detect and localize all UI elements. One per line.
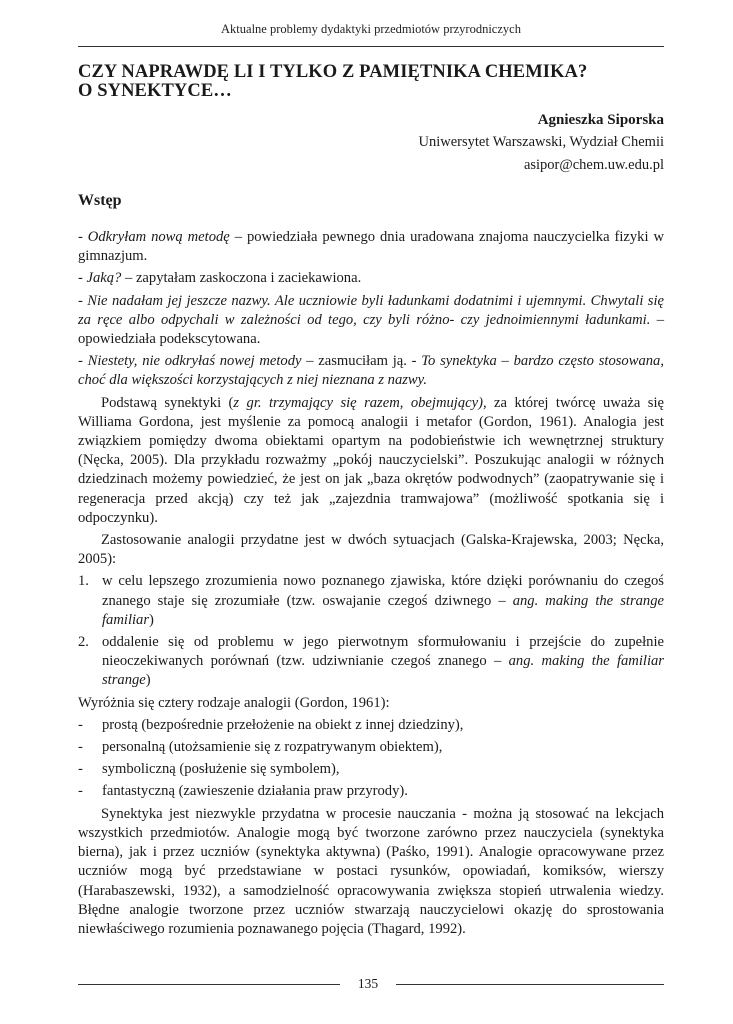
list-item-text: w celu lepszego zrozumienia nowo poznanego zjawiska, które dzięki porównaniu do czegoś znanego staje się zrozumiałe (tzw. oswajanie czegoś dziwnego – — [102, 573, 664, 609]
author-affiliation: Uniwersytet Warszawski, Wydział Chemii — [418, 134, 664, 150]
paragraph-1-b: z gr. trzymający się razem, obejmujący), — [233, 394, 487, 411]
list-item — [78, 572, 664, 630]
section-heading: Wstęp — [78, 192, 122, 209]
list-item — [78, 633, 664, 691]
list-item-end: ) — [145, 672, 151, 689]
dialogue-2-text: – zapytałam zaskoczona i zaciekawiona. — [121, 270, 362, 287]
list-item-text: oddalenie się od problemu w jego pierwotnym sformułowaniu i przejście do zupełnie nieoczekiwanych porównań (tzw. udziwnianie czegoś znanego – — [102, 634, 664, 670]
dialogue-line-1 — [78, 228, 664, 266]
list-item-italic: ang. making the familiar strange — [102, 653, 664, 689]
footer-divider-left — [78, 984, 340, 985]
dialogue-1-text: – powiedziała pewnego dnia uradowana znajoma nauczycielka fizyki w gimnazjum. — [78, 229, 664, 265]
dialogue-4-italic-2: To synektyka – bardzo często stosowana, choć dla większości korzystających z niej nieznana z nazwy. — [78, 353, 665, 389]
paragraph-1-a: Podstawą synektyki ( — [101, 394, 234, 411]
list-item — [78, 716, 664, 735]
article-body — [78, 228, 664, 942]
list-item-end: ) — [149, 611, 154, 628]
paragraph-3: Wyróżnia się cztery rodzaje analogii (Gordon, 1961): — [78, 694, 390, 711]
list-marker: - — [78, 783, 83, 800]
analogy-types-list — [78, 716, 664, 802]
page-number: 135 — [357, 976, 379, 991]
author-name: Agnieszka Siporska — [537, 112, 664, 128]
dialogue-4-text: – zasmuciłam ją. - — [301, 353, 422, 370]
dialogue-3-italic: - Nie nadałam jej jeszcze nazwy. Ale uczniowie byli ładunkami dodatnimi i ujemnymi. Chwytali się za ręce albo odpychali w zależności od tego, czy byli różno- czy jednoimiennymi ładunkami. — [78, 292, 664, 328]
dialogue-4-italic: - Niestety, nie odkryłaś nowej metody — [78, 353, 302, 370]
author-email: asipor@chem.uw.edu.pl — [523, 157, 664, 173]
numbered-list — [78, 572, 664, 690]
paragraph-4: Synektyka jest niezwykle przydatna w procesie nauczania - można ją stosować na lekcjach wszystkich przedmiotów. Analogie mogą być tworzone zarówno przez nauczyciela (synektyka bierna), jak i przez uczniów (synektyka aktywna) (Paśko, 1991). Analogie opracowywane przez uczniów mogą być przedstawiane w postaci rysunków, opowiadań, komiksów, wierszy (Harabaszewski, 1932), a samodzielność opracowywania zwiększa stopień utrwalenia wiedzy. Błędne analogie tworzone przez uczniów stwarzają nauczycielowi okazję do sprostowania niewłaściwego rozumienia poznawanego pojęcia (Thagard, 1992). — [78, 805, 664, 937]
paragraph-1 — [78, 394, 664, 528]
dialogue-line-3 — [78, 292, 664, 350]
list-item — [78, 738, 664, 757]
article-title — [78, 63, 664, 101]
list-marker: - — [78, 761, 83, 778]
dialogue-line-4 — [78, 352, 664, 390]
title-line-1: CZY NAPRAWDĘ LI I TYLKO Z PAMIĘTNIKA CHEMIKA? — [78, 62, 588, 82]
list-item-text: fantastyczną (zawieszenie działania praw przyrody). — [102, 783, 408, 800]
list-item — [78, 760, 664, 779]
paragraph-2: Zastosowanie analogii przydatne jest w dwóch sytuacjach (Galska-Krajewska, 2003; Nęcka, 2005): — [78, 532, 664, 568]
list-item-text: personalną (utożsamienie się z rozpatrywanym obiektem), — [102, 739, 443, 756]
list-marker: 1. — [78, 573, 89, 590]
footer-divider-right — [396, 984, 664, 985]
dialogue-2-italic: - Jaką? — [78, 270, 122, 287]
header-divider — [78, 46, 664, 47]
page — [78, 0, 664, 1024]
dialogue-3-text: – opowiedziała podekscytowana. — [78, 311, 664, 348]
list-item-italic: ang. making the strange familiar — [102, 592, 664, 628]
title-line-2: O SYNEKTYCE… — [78, 81, 232, 101]
dialogue-line-2 — [78, 269, 664, 288]
list-item-text: prostą (bezpośrednie przełożenie na obiekt z innej dziedziny), — [102, 716, 464, 733]
dialogue-1-italic: - Odkryłam nową metodę — [78, 229, 230, 245]
list-marker: 2. — [78, 634, 89, 651]
list-item — [78, 782, 664, 801]
paragraph-1-c: za której twórcę uważa się Williama Gordona, jest myślenie za pomocą analogii i metafor (Gordon, 1961). Analogia jest związkiem pomiędzy dwoma obiektami opartym na podobieństwie ich wewnętrznej struktury (Nęcka, 2005). Dla przykładu rozważmy „pokój nauczycielski”. Poszukując analogii w różnych dziedzinach możemy powiedzieć, że jest on jak „baza okrętów podwodnych” (zaopatrywanie się i regeneracja przed akcją) czy też jak „zajezdnia tramwajowa” (możliwość spotkania się i odpoczynku). — [78, 394, 664, 526]
list-marker: - — [78, 739, 83, 756]
list-item-text: symboliczną (posłużenie się symbolem), — [102, 761, 340, 778]
running-head: Aktualne problemy dydaktyki przedmiotów przyrodniczych — [221, 22, 521, 36]
list-marker: - — [78, 716, 83, 733]
